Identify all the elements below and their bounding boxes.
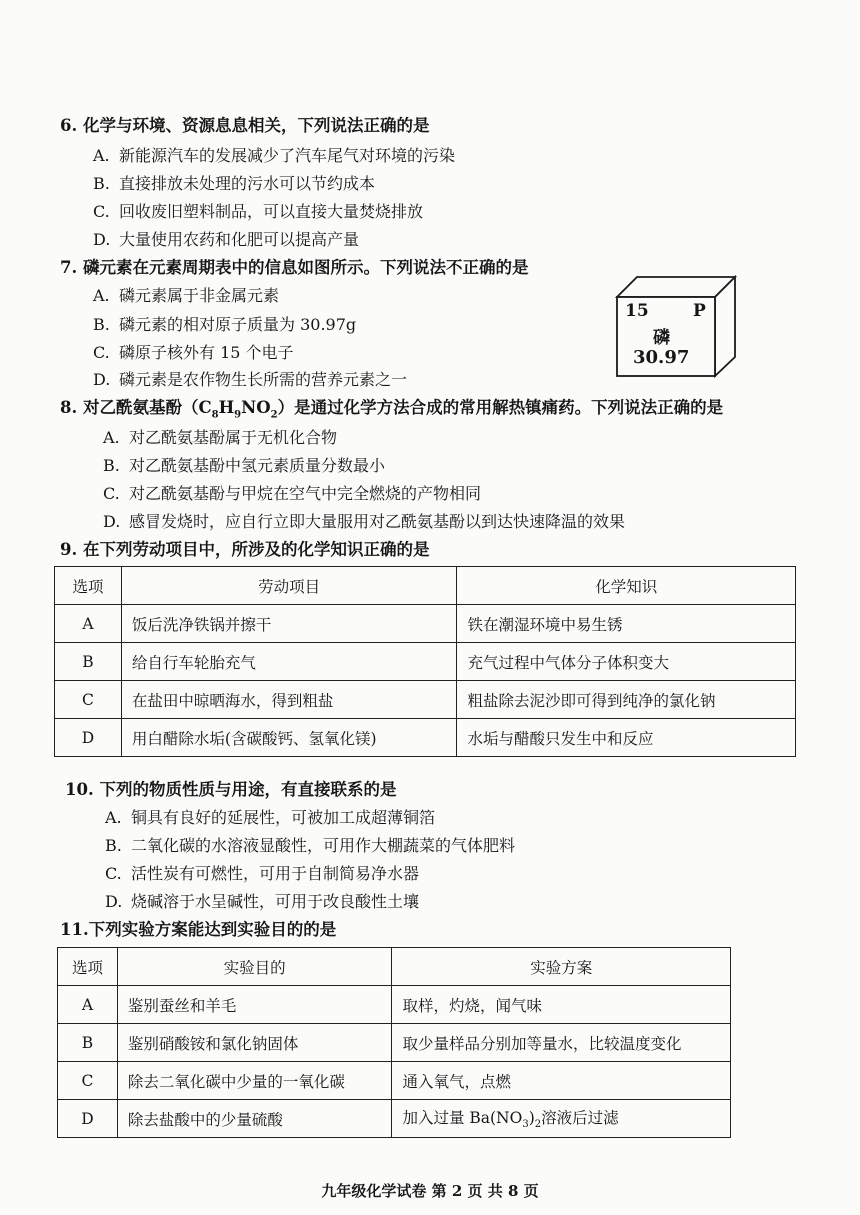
table-cell: 在盐田中晾晒海水，得到粗盐 [121, 681, 457, 719]
question-7-option-d [93, 370, 407, 390]
option-letter: B. [93, 174, 110, 193]
header-labor-item: 劳动项目 [121, 567, 457, 605]
header-chem-knowledge: 化学知识 [457, 567, 796, 605]
option-text: 对乙酰氨基酚与甲烷在空气中完全燃烧的产物相同 [129, 484, 482, 503]
option-letter: A. [93, 146, 110, 165]
question-10-option-a [105, 808, 435, 828]
table-header-row [58, 948, 731, 986]
option-text: 大量使用农药和化肥可以提高产量 [119, 230, 360, 249]
stem-text: ）是通过化学方法合成的常用解热镇痛药。下列说法正确的是 [277, 398, 724, 417]
option-letter: B. [103, 456, 120, 475]
option-text: 烧碱溶于水呈碱性，可用于改良酸性土壤 [131, 892, 420, 911]
option-letter: A. [103, 428, 120, 447]
table-cell: B [55, 643, 122, 681]
option-text: 对乙酰氨基酚属于无机化合物 [129, 428, 338, 447]
question-7-option-c [93, 343, 294, 363]
question-7-option-a [93, 286, 279, 306]
table-cell: 水垢与醋酸只发生中和反应 [457, 719, 796, 757]
question-7-stem: 7. 磷元素在元素周期表中的信息如图所示。下列说法不正确的是 [60, 258, 529, 277]
option-letter: C. [93, 202, 110, 221]
table-row [58, 1062, 731, 1100]
question-8-option-d [103, 512, 625, 532]
option-text: 新能源汽车的发展减少了汽车尾气对环境的污染 [119, 146, 456, 165]
element-name: 磷 [653, 328, 670, 348]
option-letter: D. [105, 892, 123, 911]
option-text: 磷元素的相对原子质量为 30.97g [119, 315, 357, 334]
table-row [58, 1100, 731, 1138]
option-text: 对乙酰氨基酚中氢元素质量分数最小 [129, 456, 386, 475]
question-11-stem: 11.下列实验方案能达到实验目的的是 [60, 920, 337, 939]
plan-text: 溶液后过滤 [541, 1109, 619, 1128]
table-cell: 鉴别硝酸铵和氯化钠固体 [117, 1024, 392, 1062]
option-letter: A. [105, 808, 122, 827]
option-text: 回收废旧塑料制品，可以直接大量焚烧排放 [119, 202, 424, 221]
table-cell: A [58, 986, 118, 1024]
option-text: 活性炭有可燃性，可用于自制简易净水器 [131, 864, 420, 883]
stem-text: H [218, 398, 235, 417]
subscript: 3 [522, 1119, 529, 1131]
question-6-option-c [93, 202, 423, 222]
table-row [58, 1024, 731, 1062]
table-cell: 取样，灼烧，闻气味 [392, 986, 731, 1024]
question-11-table [57, 947, 731, 1138]
question-8-option-a [103, 428, 337, 448]
table-cell: 给自行车轮胎充气 [121, 643, 457, 681]
option-letter: B. [93, 315, 110, 334]
option-letter: A. [93, 286, 110, 305]
table-cell [392, 1100, 731, 1138]
option-text: 感冒发烧时，应自行立即大量服用对乙酰氨基酚以到达快速降温的效果 [129, 512, 626, 531]
table-cell: 通入氧气，点燃 [392, 1062, 731, 1100]
subscript: 2 [534, 1119, 542, 1131]
element-symbol: P [693, 301, 706, 321]
question-6-stem: 6. 化学与环境、资源息息相关，下列说法正确的是 [60, 116, 430, 135]
table-cell: 鉴别蚕丝和羊毛 [117, 986, 392, 1024]
plan-text: 加入过量 Ba(NO [402, 1109, 523, 1128]
question-6-option-d [93, 230, 359, 250]
question-10-option-d [105, 892, 419, 912]
table-header-row [55, 567, 796, 605]
table-cell: B [58, 1024, 118, 1062]
stem-text: 8. 对乙酰氨基酚（C [60, 398, 212, 417]
table-cell: D [55, 719, 122, 757]
header-option: 选项 [55, 567, 122, 605]
subscript: 9 [234, 409, 242, 421]
header-purpose: 实验目的 [117, 948, 392, 986]
subscript: 8 [211, 409, 219, 421]
question-10-option-b [105, 836, 515, 856]
option-text: 磷元素是农作物生长所需的营养元素之一 [119, 370, 408, 389]
table-cell: 除去盐酸中的少量硫酸 [117, 1100, 392, 1138]
question-6-option-b [93, 174, 375, 194]
question-9-stem: 9. 在下列劳动项目中，所涉及的化学知识正确的是 [60, 540, 430, 559]
plan-text: ) [528, 1109, 535, 1128]
question-8-option-b [103, 456, 385, 476]
option-letter: D. [103, 512, 121, 531]
option-text: 铜具有良好的延展性，可被加工成超薄铜箔 [131, 808, 436, 827]
page-footer: 九年级化学试卷 第 2 页 共 8 页 [321, 1182, 539, 1200]
element-atomic-mass: 30.97 [633, 347, 690, 368]
option-letter: D. [93, 230, 111, 249]
element-atomic-number: 15 [625, 301, 649, 321]
question-10-stem: 10. 下列的物质性质与用途，有直接联系的是 [65, 780, 397, 799]
table-cell: 饭后洗净铁锅并擦干 [121, 605, 457, 643]
option-letter: C. [103, 484, 120, 503]
question-8-stem [60, 398, 723, 425]
question-8-option-c [103, 484, 481, 504]
option-letter: C. [93, 343, 110, 362]
table-cell: 除去二氧化碳中少量的一氧化碳 [117, 1062, 392, 1100]
table-row [55, 605, 796, 643]
stem-text: NO [241, 398, 271, 417]
option-text: 磷元素属于非金属元素 [119, 286, 280, 305]
header-option: 选项 [58, 948, 118, 986]
phosphorus-element-card [615, 275, 737, 378]
table-row [58, 986, 731, 1024]
table-cell: 铁在潮湿环境中易生锈 [457, 605, 796, 643]
table-cell: A [55, 605, 122, 643]
question-9-table [54, 566, 796, 757]
subscript: 2 [270, 409, 278, 421]
option-text: 直接排放未处理的污水可以节约成本 [119, 174, 376, 193]
table-cell: D [58, 1100, 118, 1138]
table-cell: 充气过程中气体分子体积变大 [457, 643, 796, 681]
header-plan: 实验方案 [392, 948, 731, 986]
option-text: 二氧化碳的水溶液显酸性，可用作大棚蔬菜的气体肥料 [131, 836, 516, 855]
table-row [55, 719, 796, 757]
table-cell: C [55, 681, 122, 719]
question-10-option-c [105, 864, 419, 884]
table-row [55, 643, 796, 681]
table-cell: C [58, 1062, 118, 1100]
option-text: 磷原子核外有 15 个电子 [119, 343, 294, 362]
option-letter: B. [105, 836, 122, 855]
table-cell: 粗盐除去泥沙即可得到纯净的氯化钠 [457, 681, 796, 719]
table-row [55, 681, 796, 719]
option-letter: C. [105, 864, 122, 883]
question-6-option-a [93, 146, 455, 166]
question-7-option-b [93, 315, 356, 335]
option-letter: D. [93, 370, 111, 389]
table-cell: 用白醋除水垢(含碳酸钙、氢氧化镁) [121, 719, 457, 757]
table-cell: 取少量样品分别加等量水，比较温度变化 [392, 1024, 731, 1062]
